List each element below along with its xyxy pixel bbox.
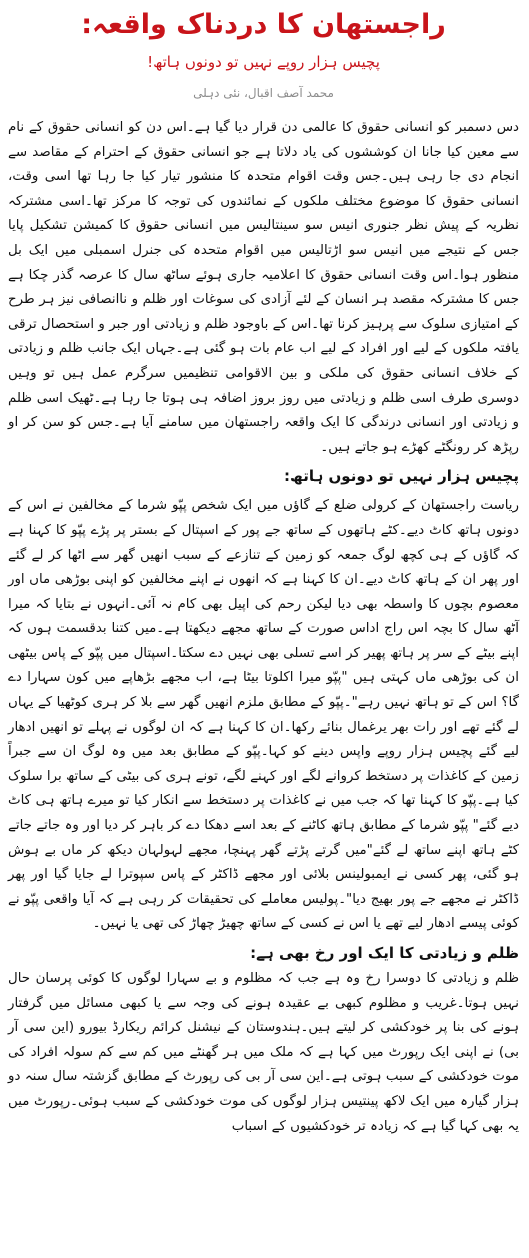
article-subtitle: پچیس ہزار روپے نہیں تو دونوں ہاتھ! [147, 53, 380, 71]
paragraph-incident: ریاست راجستھان کے کرولی ضلع کے گاؤں میں ایک شخص پپّو شرما کے مخالفین نے اس کے دونوں ہاتھ کاٹ دیے۔کٹے ہاتھوں کے ساتھ جے پور کے اسپتال کے بستر پر پڑے پپّو کا کہنا ہے کہ گاؤں کے ہی کچھ لوگ جمعہ کو زمین کے تنازعے کے سبب انھیں گھر سے اٹھا کر لے گئے اور پھر ان کے ہاتھ کاٹ دیے۔ان کا کہنا ہے کہ انھوں نے اپنے مخالفین کو اپنی بوڑھی ماں اور معصوم بچوں کا واسطہ بھی دیا لیکن رحم کی اپیل بھی کام نہ آئی۔انہوں نے بتایا کہ میرا آٹھ سال کا بچہ اس راج اداس صورت کے ساتھ مجھے دیکھتا ہے۔میں کتنا بدقسمت ہوں کہ اپنے بیٹے کے سر پر ہاتھ پھیر کر اسے تسلی بھی نہیں دے سکتا۔اسپتال میں پپّو کے پاس بیٹھی ان کی بوڑھی ماں کہتی ہیں "پپّو میرا اکلوتا بیٹا ہے، اب مجھے بڑھاپے میں کون سہارا دے گا؟ اس کے تو ہاتھ نہیں رہے"۔پپّو کے مطابق ملزم انھیں گھر سے بلا کر ہری کوٹھیا کے یہاں لے گئے تھے اور رات بھر یرغمال بنائے رکھا۔ان کا کہنا ہے کہ ان لوگوں نے پہلے تو انھیں ادھار لیے گئے پچیس ہزار روپے واپس دینے کو کہا۔پپّو کے مطابق بعد میں وہ لوگ ان سے جبراً زمین کے کاغذات پر دستخط کروانے لگے اور کہنے لگے، تونے ہری کی بیٹی کے ساتھ برا سلوک کیا ہے۔پپّو کا کہنا تھا کہ جب میں نے کاغذات پر دستخط سے انکار کیا تو میرے ہاتھ ہی کاٹ دیے گئے" پپّو شرما کے مطابق ہاتھ کاٹنے کے بعد اسے دھکا دے کر باہر کر دیا اور وہ جاتے جاتے کٹے ہاتھ اپنے ساتھ لے گئے"میں گرتے پڑتے گھر پہنچا، مجھے لہولہان دیکھ کر ماں بے ہوش ہو گئی، پھر کسی نے ایمبولینس بلائی اور مجھے ڈاکٹر کے پاس سپوترا لے جایا گیا اور پھر ڈاکٹر نے مجھے جے پور بھیج دیا"۔پولیس معاملے کی تحقیقات کر رہی ہے کہ آیا واقعی پپّو نے کوئی پیسے ادھار لیے تھے یا اس نے کسی کے ساتھ چھیڑ چھاڑ کی تھی یا نہیں۔ [8, 498, 519, 932]
author-byline: محمد آصف اقبال، نئی دہلی [193, 86, 334, 100]
article-title: راجستھان کا دردناک واقعہ: [81, 9, 446, 40]
paragraph-other-side: ظلم و زیادتی کا دوسرا رخ وہ ہے جب کہ مظلوم و بے سہارا لوگوں کا کوئی پرسان حال نہیں ہوتا۔غریب و مظلوم کبھی بے عقیدہ ہونے کی وجہ سے یا کبھی مسائل میں گرفتار ہونے کی بنا پر خودکشی کر لیتے ہیں۔ہندوستان کے نیشنل کرائم ریکارڈ بیورو (این سی آر بی) نے اپنی ایک رپورٹ میں کہا ہے کہ ملک میں ہر گھنٹے میں کم سے کم سولہ افراد کی موت خودکشی کے سبب ہوتی ہے۔این سی آر بی کی رپورٹ کے مطابق گزشتہ سال سنہ دو ہزار گیارہ میں ایک لاکھ پینتیس ہزار لوگوں کی موت خودکشی کے سبب ہوئی۔رپورٹ میں یہ بھی کہا گیا ہے کہ زیادہ تر خودکشیوں کے اسباب [8, 971, 519, 1134]
section-heading-1: پچیس ہزار نہیں تو دونوں ہاتھ: [284, 467, 519, 486]
paragraph-intro: دس دسمبر کو انسانی حقوق کا عالمی دن قرار دیا گیا ہے۔اس دن کو انسانی حقوق کے نام سے معین کیا جانا ان کوششوں کی یاد دلاتا ہے جو انسانی حقوق کے احترام کے مقاصد سے انجام دی جا رہی ہیں۔جس وقت اقوام متحدہ کا منشور تیار کیا جا رہا تھا اسی وقت، انسانی حقوق کا موضوع مختلف ملکوں کے نمائندوں کی توجہ کا مرکز تھا۔اسی مشترکہ نظریہ کے پیش نظر جنوری انیس سو سینتالیس میں انسانی حقوق کا کمیشن تشکیل پایا جس کے نتیجے میں انیس سو اڑتالیس میں اقوام متحدہ کی جنرل اسمبلی میں ایک بل منظور ہوا۔اس وقت انسانی حقوق کا اعلامیہ جاری ہوئے ساٹھ سال کا عرصہ گذر چکا ہے جس کا مشترکہ مقصد ہر انسان کے لئے آزادی کی سوغات اور ظلم و ناانصافی نیز ہر طرح کے امتیازی سلوک سے پرہیز کرنا تھا۔اس کے باوجود ظلم و زیادتی اور جبر و استحصال ترقی یافتہ ملکوں کے لیے اور افراد کے لیے اب عام بات ہو گئی ہے۔جہاں ایک جانب ظلم و زیادتی کے خلاف انسانی حقوق کی ملکی و بین الاقوامی تنظیمیں سرگرم عمل ہیں تو وہیں دوسری طرف اسی ظلم و زیادتی میں روز بروز اضافہ ہی ہوتا جا رہا ہے۔ٹھیک اسی ظلم و زیادتی اور انسانی درندگی کا ایک واقعہ راجستھان میں سامنے آیا ہے۔جس کو سن کر او رپڑھ کر رونگٹے کھڑے ہو جاتے ہیں۔ [8, 120, 519, 455]
section-heading-2: ظلم و زیادتی کا ایک اور رخ بھی ہے: [250, 944, 519, 962]
